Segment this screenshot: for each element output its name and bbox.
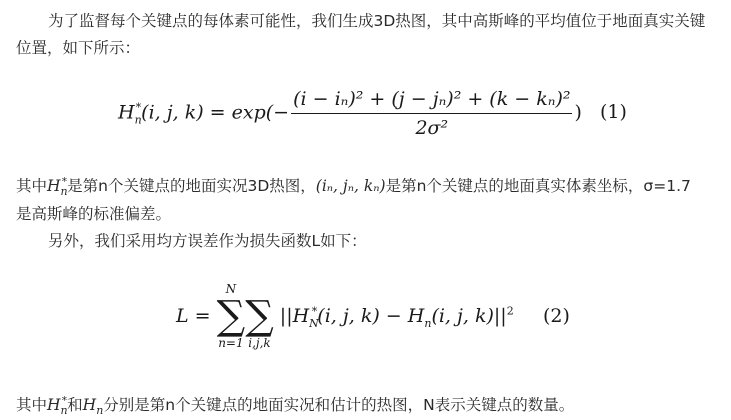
eq2-sum-inner	[245, 293, 274, 350]
para4-sym1: H	[47, 396, 61, 414]
eq2-sum2-sigma: ∑	[245, 293, 274, 339]
eq2-sum2-bottom: i,j,k	[248, 336, 271, 350]
para2-coords: (iₙ, jₙ, kₙ)	[315, 177, 386, 195]
equation-1	[118, 88, 582, 139]
paragraph-intro-line1: 为了监督每个关键点的每体素可能性，我们生成3D热图，其中高斯峰的平均值位于地面真实关键	[48, 12, 706, 30]
para4-sym2: H	[82, 396, 97, 414]
para2-symbol-sup: *	[61, 174, 68, 188]
eq2-body-sub2: n	[424, 316, 432, 330]
eq2-lhs: L =	[176, 305, 211, 327]
eq1-lhs-sub: n	[134, 113, 142, 127]
paragraph-intro-line2: 位置，如下所示：	[16, 39, 141, 57]
para2-mid2: 是第n个关键点的地面真实体素坐标，σ=1.7	[385, 177, 691, 195]
eq2-body-sub: N	[309, 316, 319, 330]
eq2-body-start: ||H	[279, 305, 310, 327]
eq1-lhs-symbol: H	[118, 101, 135, 124]
para4-sym1-sup: *	[61, 393, 68, 407]
para4-and: 和	[67, 396, 83, 414]
para4-sym2-sub: n	[96, 404, 104, 418]
paragraph-loss-intro: 另外，我们采用均方误差作为损失函数L如下：	[48, 232, 367, 250]
para2-symbol: H	[47, 177, 61, 195]
eq2-body	[279, 304, 514, 330]
eq1-fraction	[291, 88, 572, 139]
eq1-numerator: (i − iₙ)² + (j − jₙ)² + (k − kₙ)²	[291, 88, 572, 114]
eq2-body-tail: (i, j, k)||	[431, 305, 507, 327]
equation-2-number: (2)	[543, 305, 570, 327]
para4-sym1-sub: n	[60, 404, 68, 418]
eq2-sum-outer	[217, 282, 246, 350]
eq1-denominator: 2σ²	[415, 117, 449, 139]
eq2-sum1-bottom: n=1	[218, 336, 244, 350]
eq1-lhs-sup: *	[135, 101, 142, 115]
eq2-sum1-top: N	[225, 282, 237, 296]
para2-pre: 其中	[16, 177, 48, 195]
eq2-sum1-sigma: ∑	[216, 293, 246, 339]
equation-2	[176, 282, 514, 350]
eq2-body-rest: (i, j, k) − H	[317, 305, 425, 327]
eq2-body-sup: *	[311, 304, 318, 318]
eq2-body-pow: 2	[506, 304, 514, 318]
equation-1-number: (1)	[600, 101, 627, 123]
eq1-close: )	[574, 101, 582, 124]
paragraph-final	[16, 393, 575, 418]
para2-symbol-sub: n	[60, 185, 68, 199]
paragraph-definitions-line1	[16, 174, 691, 199]
para2-mid1: 是第n个关键点的地面实况3D热图，	[67, 177, 316, 195]
paragraph-definitions-line2: 是高斯峰的标准偏差。	[16, 205, 172, 223]
para4-rest: 分别是第n个关键点的地面实况和估计的热图，N表示关键点的数量。	[103, 396, 575, 414]
para4-pre: 其中	[16, 396, 48, 414]
eq1-lhs-args: (i, j, k) = exp(−	[141, 101, 290, 124]
